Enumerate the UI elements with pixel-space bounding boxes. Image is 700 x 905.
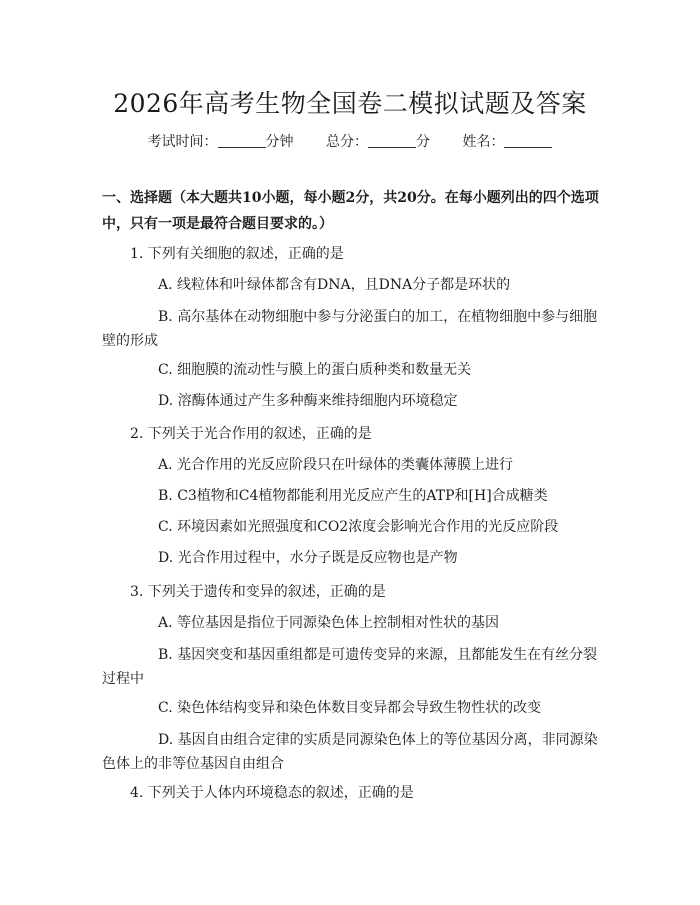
- question-option: D. 基因自由组合定律的实质是同源染色体上的等位基因分离，非同源染色体上的非等位基因自由组合: [102, 732, 598, 772]
- question-option: B. 基因突变和基因重组都是可遗传变异的来源，且都能发生在有丝分裂过程中: [102, 647, 598, 687]
- page-title: 2026年高考生物全国卷二模拟试题及答案: [113, 89, 587, 118]
- total-score: [326, 131, 430, 151]
- exam-time-unit: 分钟: [265, 134, 294, 150]
- question-option: D. 溶酶体通过产生多种酶来维持细胞内环境稳定: [158, 393, 458, 409]
- question-option: A. 线粒体和叶绿体都含有DNA，且DNA分子都是环状的: [158, 277, 511, 293]
- question-option: C. 细胞膜的流动性与膜上的蛋白质种类和数量无关: [158, 362, 472, 378]
- exam-time-blank: [218, 135, 266, 148]
- question-stem: 3. 下列关于遗传和变异的叙述，正确的是: [130, 584, 386, 600]
- question-option: A. 等位基因是指位于同源染色体上控制相对性状的基因: [158, 615, 500, 631]
- student-name: [462, 131, 552, 151]
- question-option: C. 染色体结构变异和染色体数目变异都会导致生物性状的改变: [158, 700, 542, 716]
- section-heading: 一、选择题（本大题共10小题，每小题2分，共20分。在每小题列出的四个选项中，只有一项是最符合题目要求的。）: [102, 190, 599, 232]
- exam-time-label: 考试时间：: [147, 134, 218, 150]
- total-score-blank: [368, 135, 416, 148]
- exam-info-line: [0, 131, 700, 151]
- question-stem: 4. 下列关于人体内环境稳态的叙述，正确的是: [130, 785, 414, 801]
- student-name-blank: [504, 135, 552, 148]
- question-option: B. 高尔基体在动物细胞中参与分泌蛋白的加工，在植物细胞中参与细胞壁的形成: [102, 309, 598, 349]
- question-option: D. 光合作用过程中，水分子既是反应物也是产物: [158, 550, 458, 566]
- exam-time: [148, 131, 294, 151]
- total-score-label: 总分：: [326, 134, 368, 150]
- student-name-label: 姓名：: [462, 134, 505, 150]
- question-option: A. 光合作用的光反应阶段只在叶绿体的类囊体薄膜上进行: [158, 457, 514, 473]
- question-option: B. C3植物和C4植物都能利用光反应产生的ATP和[H]合成糖类: [158, 488, 548, 504]
- question-stem: 2. 下列关于光合作用的叙述，正确的是: [130, 426, 372, 442]
- total-score-unit: 分: [416, 134, 430, 150]
- question-option: C. 环境因素如光照强度和CO2浓度会影响光合作用的光反应阶段: [158, 519, 559, 535]
- question-stem: 1. 下列有关细胞的叙述，正确的是: [130, 246, 344, 262]
